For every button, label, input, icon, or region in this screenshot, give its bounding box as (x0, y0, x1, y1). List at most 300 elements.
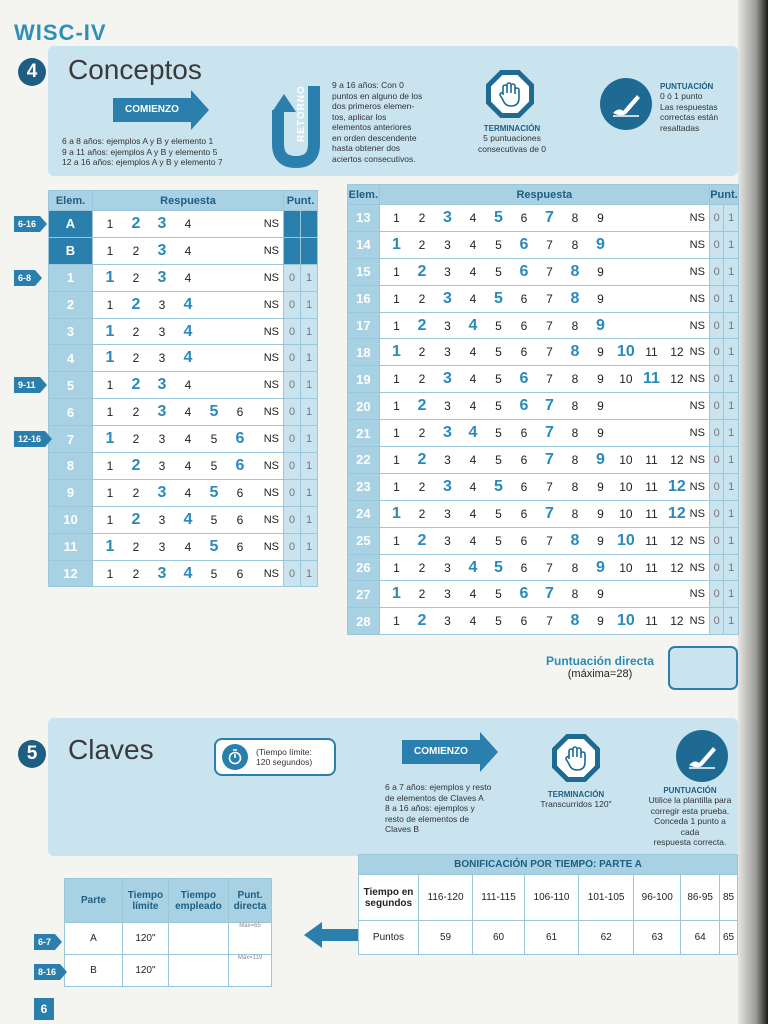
punt-directa-input[interactable] (229, 955, 272, 987)
ns-option[interactable]: NS (690, 366, 710, 393)
response-option[interactable]: 1 (393, 372, 400, 387)
response-option[interactable]: 8 (571, 318, 579, 333)
response-option[interactable]: 3 (157, 241, 167, 259)
response-option[interactable]: 9 (597, 210, 604, 225)
response-option[interactable]: 1 (393, 560, 400, 575)
response-option[interactable]: 2 (132, 485, 140, 500)
response-option[interactable]: 12 (670, 452, 684, 467)
response-option[interactable]: 2 (132, 243, 140, 258)
response-option[interactable]: 3 (157, 483, 167, 501)
score-option[interactable]: 1 (724, 554, 739, 581)
score-option[interactable]: 0 (709, 473, 724, 500)
ns-option[interactable]: NS (690, 258, 710, 285)
response-option[interactable]: 7 (546, 291, 553, 306)
response-option[interactable]: 5 (493, 477, 503, 495)
response-option[interactable]: 4 (469, 506, 477, 521)
response-option[interactable]: 6 (520, 318, 528, 333)
response-option[interactable]: 2 (131, 295, 141, 313)
response-option[interactable]: 4 (468, 424, 478, 442)
ns-option[interactable]: NS (255, 372, 284, 399)
ns-option[interactable]: NS (255, 506, 284, 533)
response-option[interactable]: 5 (495, 318, 502, 333)
response-option[interactable]: 1 (106, 512, 114, 527)
score-option[interactable]: 1 (724, 205, 739, 232)
tiempo-empleado-input[interactable] (168, 955, 228, 987)
response-option[interactable]: 9 (597, 345, 604, 360)
ns-option[interactable]: NS (255, 211, 284, 238)
response-option[interactable]: 6 (520, 560, 528, 575)
response-option[interactable]: 6 (236, 512, 244, 527)
score-option[interactable]: 1 (724, 366, 739, 393)
ns-option[interactable]: NS (255, 533, 284, 560)
response-option[interactable]: 12 (670, 560, 684, 575)
ns-option[interactable]: NS (690, 447, 710, 474)
response-option[interactable]: 2 (418, 479, 426, 494)
response-option[interactable]: 5 (209, 537, 219, 555)
ns-option[interactable]: NS (690, 285, 710, 312)
response-option[interactable]: 6 (519, 235, 529, 253)
response-option[interactable]: 3 (157, 214, 167, 232)
response-option[interactable]: 11 (645, 479, 658, 494)
response-option[interactable]: 9 (595, 235, 605, 253)
score-option[interactable]: 1 (724, 447, 739, 474)
response-option[interactable]: 7 (546, 614, 553, 629)
score-option[interactable]: 0 (284, 345, 301, 372)
response-option[interactable]: 3 (158, 351, 166, 366)
response-option[interactable]: 4 (184, 243, 192, 258)
response-option[interactable]: 9 (597, 372, 604, 387)
response-option[interactable]: 1 (106, 405, 114, 420)
response-option[interactable]: 7 (546, 318, 553, 333)
response-option[interactable]: 6 (520, 533, 528, 548)
score-option[interactable]: 1 (724, 500, 739, 527)
response-option[interactable]: 6 (520, 506, 528, 521)
response-option[interactable]: 4 (468, 558, 478, 576)
response-option[interactable]: 10 (619, 560, 633, 575)
response-option[interactable]: 1 (106, 243, 114, 258)
score-option[interactable]: 1 (301, 264, 318, 291)
score-option[interactable]: 0 (709, 258, 724, 285)
response-option[interactable]: 4 (469, 345, 477, 360)
punt-directa-input[interactable] (229, 923, 272, 955)
score-option[interactable]: 1 (724, 258, 739, 285)
response-option[interactable]: 8 (570, 531, 580, 549)
response-option[interactable]: 5 (493, 208, 503, 226)
response-option[interactable]: 1 (391, 235, 401, 253)
response-option[interactable]: 3 (158, 512, 166, 527)
response-option[interactable]: 2 (418, 237, 426, 252)
response-option[interactable]: 3 (444, 399, 451, 414)
response-option[interactable]: 6 (236, 405, 244, 420)
score-option[interactable]: 1 (301, 560, 318, 587)
response-option[interactable]: 12 (670, 614, 684, 629)
ns-option[interactable]: NS (690, 554, 710, 581)
response-option[interactable]: 1 (393, 318, 400, 333)
score-option[interactable]: 0 (284, 318, 301, 345)
response-option[interactable]: 2 (418, 345, 426, 360)
score-option[interactable]: 0 (709, 527, 724, 554)
response-option[interactable]: 4 (184, 378, 192, 393)
response-option[interactable]: 5 (493, 289, 503, 307)
score-option[interactable]: 0 (284, 372, 301, 399)
response-option[interactable]: 3 (444, 587, 451, 602)
response-option[interactable]: 1 (106, 378, 114, 393)
response-option[interactable]: 2 (131, 456, 141, 474)
response-option[interactable]: 8 (571, 399, 579, 414)
response-option[interactable]: 9 (595, 316, 605, 334)
score-option[interactable]: 0 (709, 312, 724, 339)
response-option[interactable]: 6 (520, 291, 528, 306)
response-option[interactable]: 2 (417, 531, 427, 549)
response-option[interactable]: 8 (570, 343, 580, 361)
ns-option[interactable]: NS (690, 339, 710, 366)
response-option[interactable]: 2 (418, 372, 426, 387)
response-option[interactable]: 1 (105, 537, 115, 555)
response-option[interactable]: 2 (132, 432, 140, 447)
response-option[interactable]: 1 (393, 452, 400, 467)
response-option[interactable]: 2 (418, 587, 426, 602)
ns-option[interactable]: NS (690, 393, 710, 420)
response-option[interactable]: 3 (444, 318, 451, 333)
ns-option[interactable]: NS (255, 345, 284, 372)
response-option[interactable]: 6 (519, 585, 529, 603)
response-option[interactable]: 3 (444, 345, 451, 360)
response-option[interactable]: 4 (468, 316, 478, 334)
score-option[interactable]: 0 (284, 264, 301, 291)
response-option[interactable]: 5 (495, 452, 502, 467)
response-option[interactable]: 4 (184, 485, 192, 500)
response-option[interactable]: 5 (493, 558, 503, 576)
response-option[interactable]: 8 (571, 237, 579, 252)
response-option[interactable]: 7 (546, 479, 553, 494)
score-option[interactable]: 1 (724, 608, 739, 635)
response-option[interactable]: 6 (520, 345, 528, 360)
response-option[interactable]: 1 (105, 268, 115, 286)
score-option[interactable]: 1 (301, 426, 318, 453)
response-option[interactable]: 1 (391, 585, 401, 603)
score-option[interactable]: 0 (709, 231, 724, 258)
response-option[interactable]: 3 (158, 539, 166, 554)
response-option[interactable]: 11 (645, 452, 658, 467)
response-option[interactable]: 2 (417, 316, 427, 334)
ns-option[interactable]: NS (690, 581, 710, 608)
response-option[interactable]: 2 (132, 270, 140, 285)
response-option[interactable]: 11 (645, 533, 658, 548)
score-option[interactable]: 0 (709, 339, 724, 366)
response-option[interactable]: 4 (469, 479, 477, 494)
score-option[interactable]: 1 (724, 527, 739, 554)
score-option[interactable]: 1 (301, 291, 318, 318)
response-option[interactable]: 2 (131, 376, 141, 394)
response-option[interactable]: 5 (495, 399, 502, 414)
response-option[interactable]: 12 (670, 345, 684, 360)
response-option[interactable]: 7 (546, 560, 553, 575)
response-option[interactable]: 7 (546, 372, 553, 387)
response-option[interactable]: 4 (469, 452, 477, 467)
response-option[interactable]: 4 (469, 587, 477, 602)
score-option[interactable]: 1 (724, 420, 739, 447)
ns-option[interactable]: NS (255, 453, 284, 480)
ns-option[interactable]: NS (690, 527, 710, 554)
response-option[interactable]: 8 (571, 479, 579, 494)
response-option[interactable]: 8 (570, 289, 580, 307)
response-option[interactable]: 2 (132, 324, 140, 339)
response-option[interactable]: 7 (544, 208, 554, 226)
response-option[interactable]: 2 (418, 426, 426, 441)
response-option[interactable]: 1 (106, 297, 114, 312)
response-option[interactable]: 2 (132, 405, 140, 420)
ns-option[interactable]: NS (690, 205, 710, 232)
response-option[interactable]: 9 (597, 426, 604, 441)
response-option[interactable]: 6 (519, 370, 529, 388)
response-option[interactable]: 9 (597, 479, 604, 494)
response-option[interactable]: 11 (645, 345, 658, 360)
response-option[interactable]: 9 (595, 450, 605, 468)
response-option[interactable]: 5 (209, 403, 219, 421)
response-option[interactable]: 10 (617, 612, 635, 630)
response-option[interactable]: 5 (495, 587, 502, 602)
ns-option[interactable]: NS (690, 420, 710, 447)
response-option[interactable]: 5 (495, 614, 502, 629)
ns-option[interactable]: NS (255, 399, 284, 426)
response-option[interactable]: 8 (570, 262, 580, 280)
ns-option[interactable]: NS (690, 500, 710, 527)
ns-option[interactable]: NS (255, 318, 284, 345)
score-option[interactable]: 0 (709, 608, 724, 635)
response-option[interactable]: 8 (571, 506, 579, 521)
response-option[interactable]: 2 (418, 560, 426, 575)
response-option[interactable]: 1 (106, 216, 114, 231)
score-option[interactable]: 0 (709, 447, 724, 474)
response-option[interactable]: 11 (642, 370, 660, 388)
response-option[interactable]: 10 (617, 531, 635, 549)
score-option[interactable]: 0 (284, 479, 301, 506)
response-option[interactable]: 8 (571, 426, 579, 441)
response-option[interactable]: 7 (544, 424, 554, 442)
response-option[interactable]: 4 (184, 405, 192, 420)
response-option[interactable]: 1 (105, 322, 115, 340)
response-option[interactable]: 3 (158, 297, 166, 312)
response-option[interactable]: 1 (393, 291, 400, 306)
response-option[interactable]: 3 (442, 289, 452, 307)
ns-option[interactable]: NS (690, 312, 710, 339)
response-option[interactable]: 2 (132, 539, 140, 554)
response-option[interactable]: 1 (393, 426, 400, 441)
response-option[interactable]: 4 (469, 399, 477, 414)
score-option[interactable]: 1 (301, 479, 318, 506)
response-option[interactable]: 3 (444, 560, 451, 575)
response-option[interactable]: 5 (209, 483, 219, 501)
response-option[interactable]: 11 (645, 506, 658, 521)
score-option[interactable]: 0 (709, 554, 724, 581)
response-option[interactable]: 3 (444, 533, 451, 548)
response-option[interactable]: 10 (617, 343, 635, 361)
response-option[interactable]: 4 (183, 510, 193, 528)
response-option[interactable]: 3 (157, 376, 167, 394)
score-option[interactable]: 0 (709, 420, 724, 447)
response-option[interactable]: 3 (157, 564, 167, 582)
response-option[interactable]: 12 (668, 504, 686, 522)
response-option[interactable]: 4 (469, 210, 477, 225)
response-option[interactable]: 5 (210, 566, 218, 581)
score-option[interactable]: 1 (301, 453, 318, 480)
response-option[interactable]: 4 (184, 458, 192, 473)
score-option[interactable]: 1 (301, 345, 318, 372)
response-option[interactable]: 4 (183, 564, 193, 582)
response-option[interactable]: 12 (668, 477, 686, 495)
score-option[interactable]: 0 (709, 500, 724, 527)
response-option[interactable]: 2 (418, 291, 426, 306)
score-option[interactable]: 0 (284, 506, 301, 533)
response-option[interactable]: 2 (418, 210, 426, 225)
response-option[interactable]: 6 (520, 479, 528, 494)
response-option[interactable]: 1 (106, 458, 114, 473)
response-option[interactable]: 3 (158, 458, 166, 473)
response-option[interactable]: 6 (520, 210, 528, 225)
response-option[interactable]: 2 (417, 397, 427, 415)
response-option[interactable]: 2 (417, 612, 427, 630)
score-option[interactable]: 0 (284, 426, 301, 453)
response-option[interactable]: 7 (544, 450, 554, 468)
response-option[interactable]: 4 (184, 539, 192, 554)
response-option[interactable]: 6 (236, 566, 244, 581)
score-option[interactable]: 0 (709, 285, 724, 312)
score-option[interactable]: 0 (709, 366, 724, 393)
response-option[interactable]: 5 (495, 345, 502, 360)
response-option[interactable]: 4 (469, 291, 477, 306)
response-option[interactable]: 6 (235, 430, 245, 448)
response-option[interactable]: 11 (645, 560, 658, 575)
response-option[interactable]: 9 (597, 587, 604, 602)
score-option[interactable]: 1 (724, 473, 739, 500)
response-option[interactable]: 9 (597, 291, 604, 306)
response-option[interactable]: 1 (393, 210, 400, 225)
response-option[interactable]: 4 (469, 237, 477, 252)
response-option[interactable]: 5 (210, 458, 218, 473)
response-option[interactable]: 3 (158, 324, 166, 339)
response-option[interactable]: 8 (570, 612, 580, 630)
response-option[interactable]: 1 (393, 614, 400, 629)
response-option[interactable]: 5 (495, 264, 502, 279)
response-option[interactable]: 5 (210, 432, 218, 447)
response-option[interactable]: 4 (469, 264, 477, 279)
score-option[interactable]: 1 (724, 231, 739, 258)
response-option[interactable]: 12 (670, 533, 684, 548)
response-option[interactable]: 3 (444, 506, 451, 521)
response-option[interactable]: 8 (571, 452, 579, 467)
response-option[interactable]: 1 (393, 533, 400, 548)
response-option[interactable]: 7 (546, 345, 553, 360)
score-option[interactable]: 1 (724, 581, 739, 608)
response-option[interactable]: 2 (417, 262, 427, 280)
response-option[interactable]: 5 (495, 506, 502, 521)
response-option[interactable]: 1 (391, 504, 401, 522)
response-option[interactable]: 6 (520, 426, 528, 441)
score-option[interactable]: 0 (284, 291, 301, 318)
response-option[interactable]: 7 (544, 504, 554, 522)
response-option[interactable]: 10 (619, 372, 633, 387)
response-option[interactable]: 2 (132, 566, 140, 581)
score-option[interactable]: 0 (284, 453, 301, 480)
puntuacion-directa-field[interactable] (668, 646, 738, 690)
response-option[interactable]: 3 (444, 614, 451, 629)
score-option[interactable]: 1 (301, 372, 318, 399)
score-option[interactable]: 1 (301, 506, 318, 533)
ns-option[interactable]: NS (255, 237, 284, 264)
ns-option[interactable]: NS (255, 479, 284, 506)
score-option[interactable]: 1 (301, 318, 318, 345)
response-option[interactable]: 12 (670, 372, 684, 387)
response-option[interactable]: 9 (597, 533, 604, 548)
response-option[interactable]: 1 (105, 430, 115, 448)
response-option[interactable]: 7 (546, 237, 553, 252)
response-option[interactable]: 8 (571, 210, 579, 225)
response-option[interactable]: 1 (393, 264, 400, 279)
response-option[interactable]: 3 (442, 424, 452, 442)
response-option[interactable]: 4 (183, 322, 193, 340)
response-option[interactable]: 5 (495, 533, 502, 548)
score-option[interactable]: 0 (709, 205, 724, 232)
response-option[interactable]: 6 (236, 485, 244, 500)
ns-option[interactable]: NS (690, 608, 710, 635)
response-option[interactable]: 7 (544, 585, 554, 603)
response-option[interactable]: 1 (106, 566, 114, 581)
response-option[interactable]: 6 (520, 452, 528, 467)
response-option[interactable]: 4 (184, 216, 192, 231)
ns-option[interactable]: NS (255, 264, 284, 291)
response-option[interactable]: 4 (469, 533, 477, 548)
response-option[interactable]: 3 (158, 432, 166, 447)
response-option[interactable]: 6 (519, 397, 529, 415)
score-option[interactable]: 0 (709, 581, 724, 608)
score-option[interactable]: 0 (709, 393, 724, 420)
score-option[interactable]: 0 (284, 399, 301, 426)
response-option[interactable]: 3 (444, 264, 451, 279)
response-option[interactable]: 4 (183, 295, 193, 313)
response-option[interactable]: 9 (595, 558, 605, 576)
response-option[interactable]: 1 (391, 343, 401, 361)
score-option[interactable]: 0 (284, 533, 301, 560)
response-option[interactable]: 4 (469, 614, 477, 629)
score-option[interactable]: 1 (724, 393, 739, 420)
response-option[interactable]: 10 (619, 506, 633, 521)
score-option[interactable]: 0 (284, 560, 301, 587)
response-option[interactable]: 7 (546, 533, 553, 548)
ns-option[interactable]: NS (255, 291, 284, 318)
ns-option[interactable]: NS (690, 231, 710, 258)
response-option[interactable]: 3 (444, 452, 451, 467)
response-option[interactable]: 2 (417, 450, 427, 468)
response-option[interactable]: 6 (520, 614, 528, 629)
score-option[interactable]: 1 (301, 399, 318, 426)
response-option[interactable]: 9 (597, 399, 604, 414)
response-option[interactable]: 1 (105, 349, 115, 367)
ns-option[interactable]: NS (255, 426, 284, 453)
response-option[interactable]: 9 (597, 506, 604, 521)
response-option[interactable]: 6 (235, 456, 245, 474)
ns-option[interactable]: NS (255, 560, 284, 587)
response-option[interactable]: 3 (157, 268, 167, 286)
ns-option[interactable]: NS (690, 473, 710, 500)
response-option[interactable]: 8 (571, 372, 579, 387)
response-option[interactable]: 2 (418, 506, 426, 521)
response-option[interactable]: 10 (619, 452, 633, 467)
response-option[interactable]: 4 (184, 270, 192, 285)
response-option[interactable]: 8 (571, 587, 579, 602)
response-option[interactable]: 1 (393, 479, 400, 494)
response-option[interactable]: 4 (184, 432, 192, 447)
response-option[interactable]: 1 (393, 399, 400, 414)
